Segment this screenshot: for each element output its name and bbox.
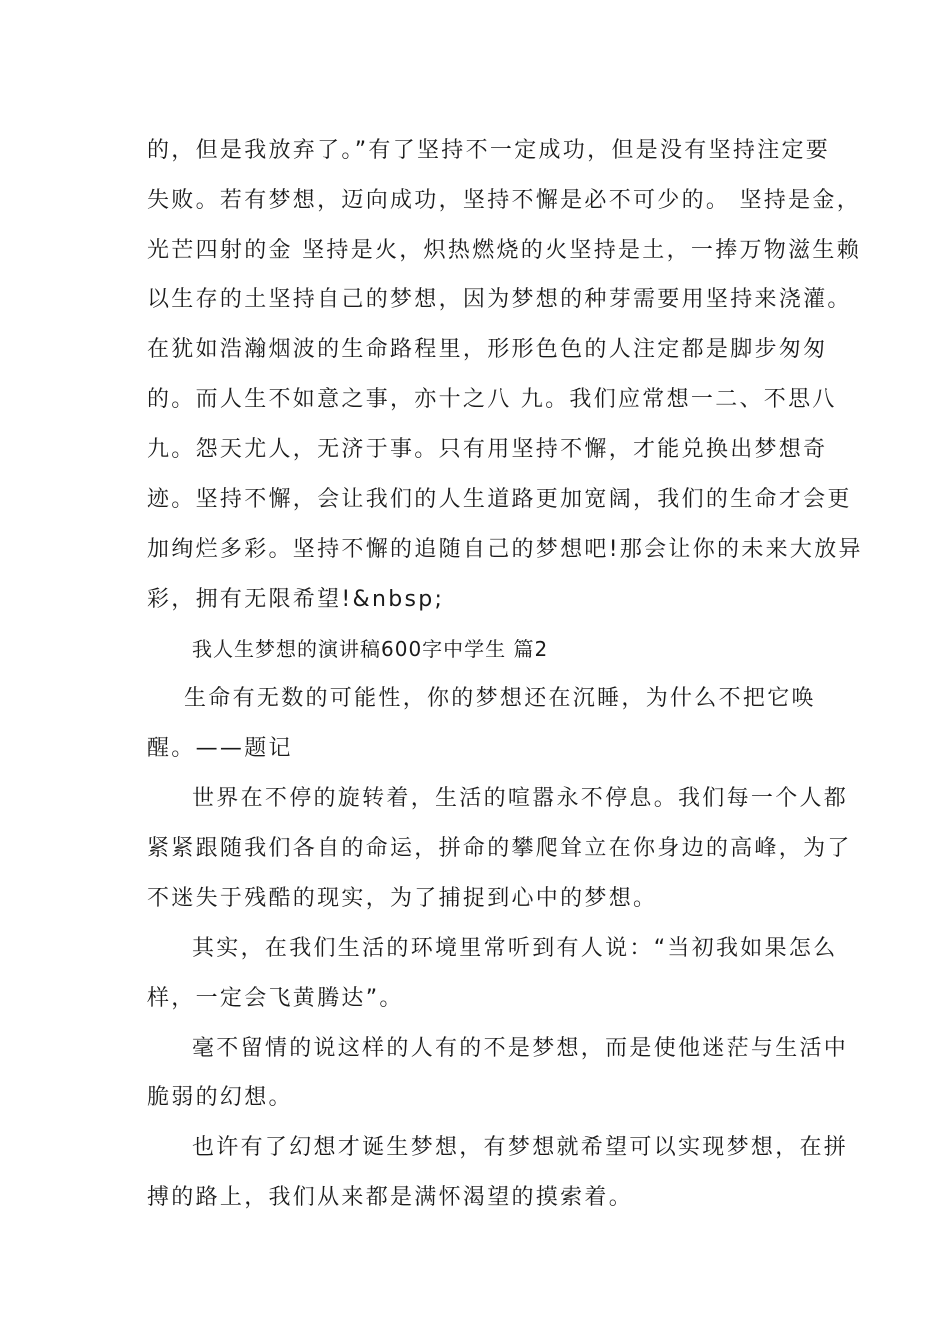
paragraph-line: 毫不留情的说这样的人有的不是梦想，而是使他迷茫与生活中 (192, 1036, 849, 1061)
paragraph-line: 以生存的土坚持自己的梦想，因为梦想的种芽需要用坚持来浇灌。 (147, 287, 852, 312)
paragraph-line: 其实，在我们生活的环境里常听到有人说：“当初我如果怎么 (192, 936, 838, 961)
epigraph-line: 生命有无数的可能性，你的梦想还在沉睡，为什么不把它唤 (184, 686, 816, 711)
paragraph-line: 也许有了幻想才诞生梦想，有梦想就希望可以实现梦想，在拼 (192, 1135, 849, 1160)
section-heading: 我人生梦想的演讲稿600字中学生 篇2 (192, 637, 549, 661)
paragraph-line: 的，但是我放弃了。”有了坚持不一定成功，但是没有坚持注定要 (147, 138, 831, 163)
paragraph-line: 脆弱的幻想。 (147, 1085, 293, 1110)
paragraph-line: 不迷失于残酷的现实，为了捕捉到心中的梦想。 (147, 886, 658, 911)
paragraph-line: 光芒四射的金 坚持是火，炽热燃烧的火坚持是土，一捧万物滋生赖 (147, 238, 861, 263)
paragraph-line: 紧紧跟随我们各自的命运，拼命的攀爬耸立在你身边的高峰，为了 (147, 836, 852, 861)
paragraph-line: 九。怨天尤人，无济于事。只有用坚持不懈，才能兑换出梦想奇 (147, 437, 828, 462)
paragraph-line: 彩，拥有无限希望!&nbsp; (147, 587, 445, 612)
paragraph-line: 失败。若有梦想，迈向成功，坚持不懈是必不可少的。 坚持是金， (147, 188, 861, 213)
paragraph-line: 的。而人生不如意之事，亦十之八 九。我们应常想一二、不思八 (147, 387, 837, 412)
epigraph-line: 醒。——题记 (147, 736, 293, 761)
paragraph-line: 加绚烂多彩。坚持不懈的追随自己的梦想吧!那会让你的未来大放异 (147, 537, 863, 562)
paragraph-line: 迹。坚持不懈，会让我们的人生道路更加宽阔，我们的生命才会更 (147, 487, 852, 512)
paragraph-line: 搏的路上，我们从来都是满怀渴望的摸索着。 (147, 1185, 634, 1210)
paragraph-line: 世界在不停的旋转着，生活的喧嚣永不停息。我们每一个人都 (192, 786, 849, 811)
paragraph-line: 在犹如浩瀚烟波的生命路程里，形形色色的人注定都是脚步匆匆 (147, 337, 828, 362)
paragraph-line: 样，一定会飞黄腾达”。 (147, 986, 404, 1011)
